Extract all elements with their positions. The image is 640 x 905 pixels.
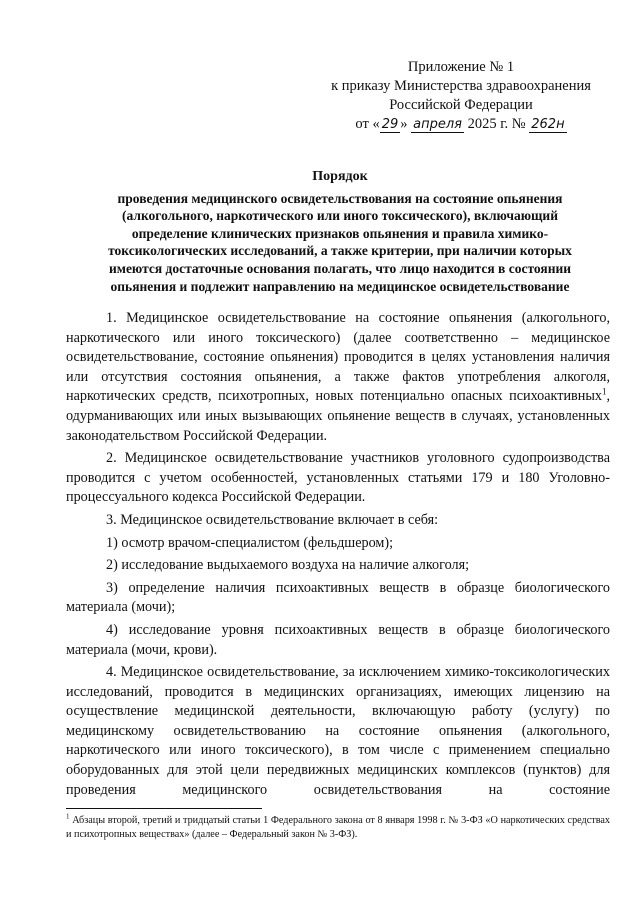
paragraph-1 bbox=[66, 309, 610, 446]
appendix-federation: Российской Федерации bbox=[389, 97, 533, 113]
footnote-marker: 1 bbox=[66, 812, 70, 821]
title-line: опьянения и подлежит направлению на медицинское освидетельствование bbox=[110, 278, 570, 294]
title-heading: Порядок bbox=[312, 169, 368, 184]
paragraph-1-text: 1. Медицинское освидетельствование на состояние опьянения (алкогольного, наркотического или иного токсического) (далее соответственно – медицинское освидетельствование, состояние опьянения) проводится в целях установления наличия или отсутствия состояния опьянения, а также фактов употребления алкоголя, наркотических средств, психотропных, новых потенциально опасных психоактивных bbox=[66, 310, 610, 405]
appendix-date-line bbox=[330, 115, 592, 134]
paragraph-3: 3. Медицинское освидетельствование включает в себя: bbox=[106, 511, 439, 528]
title-line: имеются достаточные основания полагать, что лицо находится в состоянии bbox=[108, 260, 572, 276]
title-line: определение клинических признаков опьянения и правила химико- bbox=[131, 225, 549, 241]
document-title bbox=[66, 168, 614, 295]
footnote bbox=[66, 814, 610, 842]
appendix-order-ref: к приказу Министерства здравоохранения bbox=[331, 78, 591, 94]
date-prefix: от « bbox=[355, 116, 380, 132]
list-item-3-4: 4) исследование уровня психоактивных веществ в образце биологического материала (мочи, крови). bbox=[66, 621, 610, 658]
title-line: проведения медицинского освидетельствования на состояние опьянения bbox=[117, 190, 563, 206]
title-line: токсикологических исследований, а также критерии, при наличии которых bbox=[108, 243, 572, 259]
handwritten-day: 29 bbox=[381, 117, 399, 132]
list-item-3-3: 3) определение наличия психоактивных веществ в образце биологического материала (мочи); bbox=[66, 579, 610, 616]
list-item-3-2: 2) исследование выдыхаемого воздуха на наличие алкоголя; bbox=[106, 557, 470, 574]
appendix-number: Приложение № 1 bbox=[407, 59, 515, 75]
footnote-divider bbox=[66, 808, 262, 809]
date-mid: » bbox=[400, 116, 408, 132]
title-line: (алкогольного, наркотического или иного токсического), включающий bbox=[122, 208, 558, 224]
handwritten-month: апреля bbox=[413, 117, 462, 132]
paragraph-4: 4. Медицинское освидетельствование, за исключением химико-токсикологических исследований, проводится в медицинских организациях, имеющих лицензию на осуществление медицинской деятельности, включающую работу (услугу) по медицинскому освидетельствованию на состояние опьянения (алкогольного, наркотического или иного токсического), в том числе с применением специально оборудованных для этой цели передвижных медицинских комплексов (пунктов) для проведения медицинского освидетельствования на состояние bbox=[66, 664, 610, 798]
paragraph-2: 2. Медицинское освидетельствование участников уголовного судопроизводства проводится с учетом особенностей, установленных статьями 179 и 180 Уголовно-процессуального кодекса Российской Федерации. bbox=[66, 450, 610, 506]
list-item-3-1: 1) осмотр врачом-специалистом (фельдшером); bbox=[106, 534, 394, 551]
paragraph-1-text-cont: , одурманивающих или иных вызывающих опьянение веществ в случаях, установленных законодательством Российской Федерации. bbox=[66, 388, 610, 444]
handwritten-order-number: 262н bbox=[531, 117, 565, 132]
appendix-header bbox=[330, 58, 592, 134]
footnote-text: Абзацы второй, третий и тридцатый статьи 1 Федерального закона от 8 января 1998 г. № 3-ФЗ «О наркотических средствах и психотропных веществах» (далее – Федеральный закон № 3-ФЗ). bbox=[66, 815, 610, 840]
footnote-ref: 1 bbox=[601, 386, 607, 397]
document-body bbox=[66, 309, 610, 803]
date-year-no: 2025 г. № bbox=[467, 116, 526, 132]
